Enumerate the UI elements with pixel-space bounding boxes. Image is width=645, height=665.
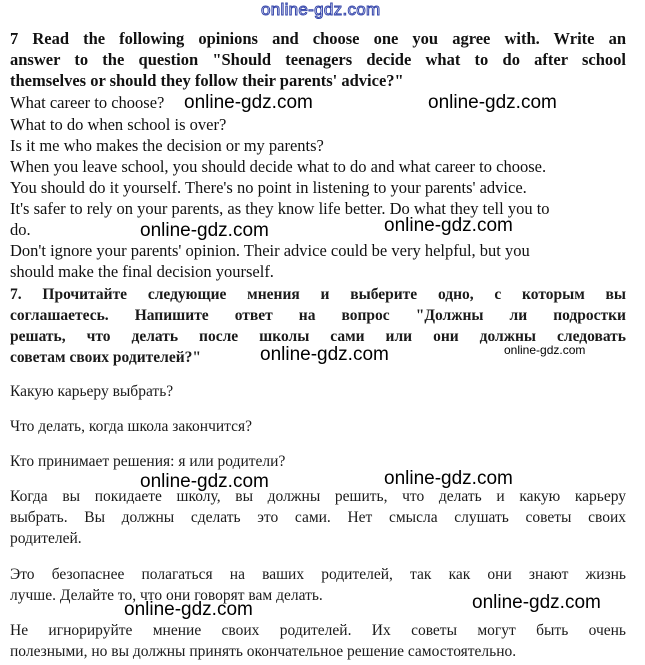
watermark: online-gdz.com: [140, 220, 269, 241]
watermark: online-gdz.com: [184, 92, 313, 113]
ru-task-line-2: соглашаетесь. Напишите ответ на вопрос "Должны ли подростки: [10, 307, 626, 324]
watermark: online-gdz.com: [428, 92, 557, 113]
en-task-line-1: 7 Read the following opinions and choose one you agree with. Write an: [10, 29, 626, 48]
ru-opinion-8: лучше. Делайте то, что они говорят вам делать.: [10, 587, 323, 604]
en-opinion-7: do.: [10, 220, 31, 239]
en-opinion-6: It's safer to rely on your parents, as they know life better. Do what they tell you to: [10, 199, 550, 218]
ru-opinion-9: Не игнорируйте мнение своих родителей. Их советы могут быть очень: [10, 622, 626, 639]
ru-opinion-1: Какую карьеру выбрать?: [10, 383, 174, 400]
ru-task-line-1: 7. Прочитайте следующие мнения и выберите одно, с которым вы: [10, 286, 626, 303]
en-opinion-3: Is it me who makes the decision or my parents?: [10, 136, 324, 155]
ru-opinion-7: Это безопаснее полагаться на ваших родителей, так как они знают жизнь: [10, 566, 626, 583]
watermark: online-gdz.com: [124, 599, 253, 620]
en-opinion-8: Don't ignore your parents' opinion. Their advice could be very helpful, but you: [10, 241, 530, 260]
ru-opinion-10: полезными, но вы должны принять окончательное решение самостоятельно.: [10, 643, 517, 660]
en-opinion-9: should make the final decision yourself.: [10, 262, 274, 281]
en-task-line-3: themselves or should they follow their parents' advice?": [10, 71, 404, 90]
en-opinion-1: What career to choose?: [10, 93, 165, 112]
watermark: online-gdz.com: [260, 344, 389, 365]
ru-opinion-2: Что делать, когда школа закончится?: [10, 418, 253, 435]
ru-task-line-3: решать, что делать после школы сами или они должны следовать: [10, 328, 626, 345]
watermark-top: online-gdz.com: [261, 0, 381, 19]
watermark-small: online-gdz.com: [504, 343, 586, 357]
watermark: online-gdz.com: [472, 592, 601, 613]
ru-opinion-5: выбрать. Вы должны сделать это сами. Нет смысла слушать советы своих: [10, 509, 626, 526]
ru-opinion-4: Когда вы покидаете школу, вы должны решить, что делать и какую карьеру: [10, 488, 626, 505]
ru-task-line-4: советам своих родителей?": [10, 349, 201, 366]
en-task-line-2: answer to the question "Should teenagers decide what to do after school: [10, 50, 626, 69]
en-opinion-2: What to do when school is over?: [10, 115, 227, 134]
ru-opinion-6: родителей.: [10, 530, 82, 547]
ru-opinion-3: Кто принимает решения: я или родители?: [10, 453, 286, 470]
watermark: online-gdz.com: [140, 471, 269, 492]
en-opinion-5: You should do it yourself. There's no point in listening to your parents' advice.: [10, 178, 527, 197]
watermark: online-gdz.com: [384, 215, 513, 236]
en-opinion-4: When you leave school, you should decide what to do and what career to choose.: [10, 157, 547, 176]
watermark: online-gdz.com: [384, 468, 513, 489]
